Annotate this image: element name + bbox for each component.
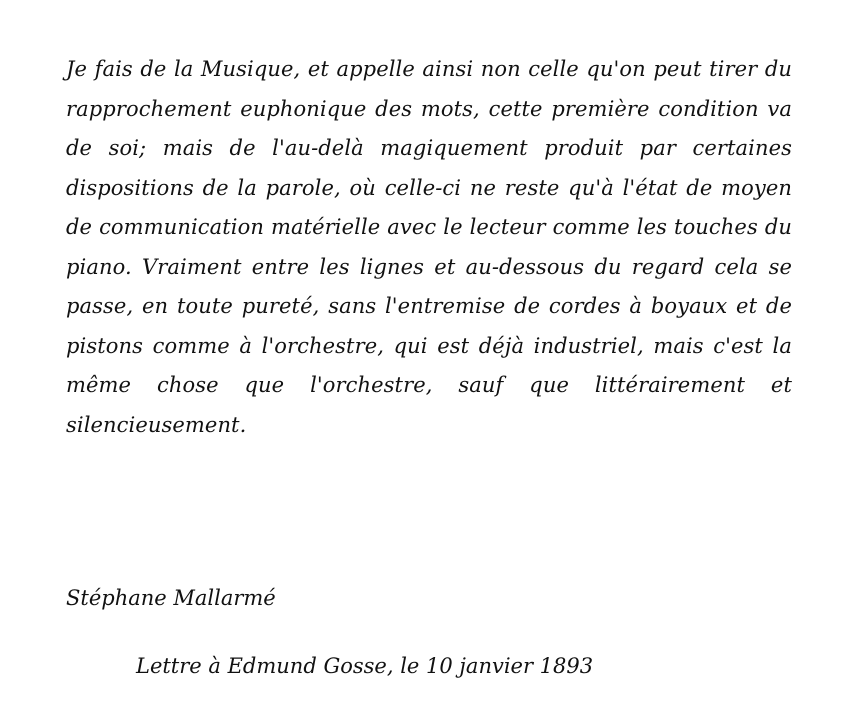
letter-source-line: Lettre à Edmund Gosse, le 10 janvier 1893 (136, 654, 594, 678)
quote-paragraph: Je fais de la Musique, et appelle ainsi non celle qu'on peut tirer du rapprochement euphonique des mots, cette première condition va de soi; mais de l'au-delà magiquement produit par certaines dispositions de la parole, où celle-ci ne reste qu'à l'état de moyen de communication matérielle avec le lecteur comme les touches du piano. Vraiment entre les lignes et au-dessous du regard cela se passe, en toute pureté, sans l'entremise de cordes à boyaux et de pistons comme à l'orchestre, qui est déjà industriel, mais c'est la même chose que l'orchestre, sauf que littérairement et silencieusement. (66, 57, 792, 437)
author-signature: Stéphane Mallarmé (66, 586, 276, 610)
